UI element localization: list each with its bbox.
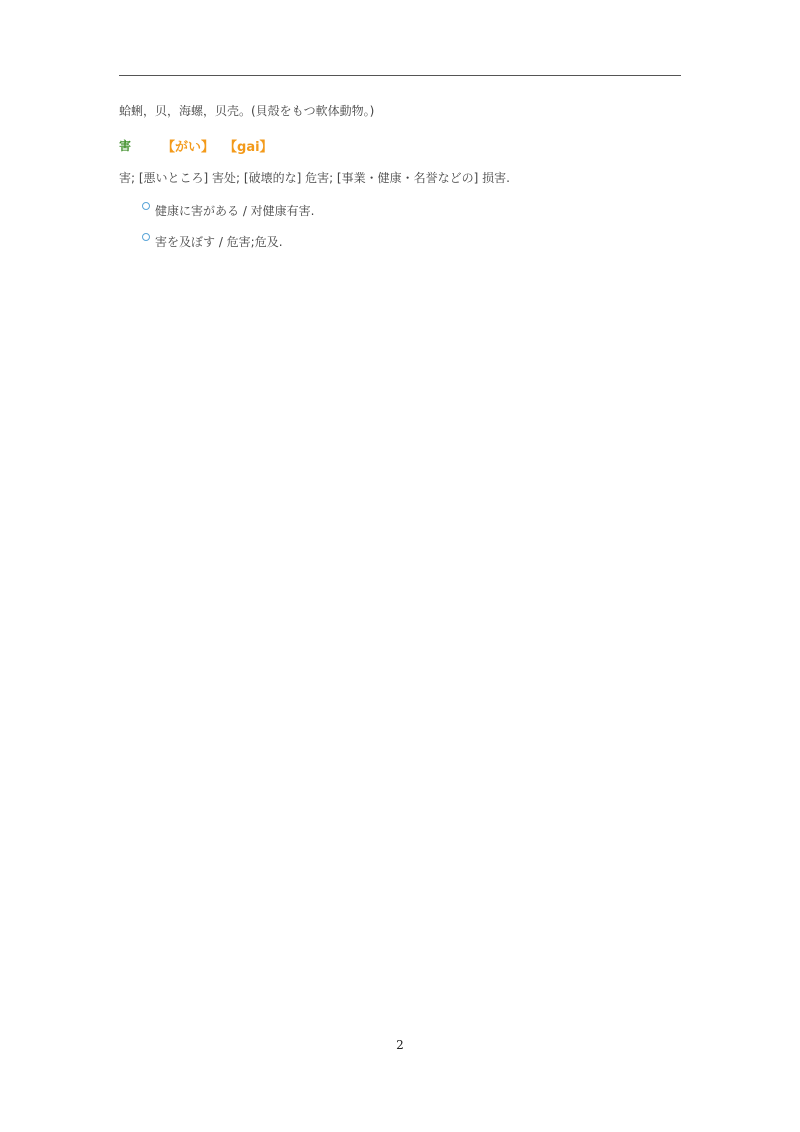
circle-bullet-icon xyxy=(142,202,150,210)
example-item xyxy=(142,201,315,232)
example-item xyxy=(142,232,315,263)
example-text: 害を及ぼす / 危害;危及. xyxy=(155,235,283,249)
header-rule xyxy=(119,75,681,76)
entry-definition: 害; [悪いところ] 害处; [破壊的な] 危害; [事業・健康・名誉などの] 损害. xyxy=(119,171,510,185)
entry-header xyxy=(119,136,273,154)
entry-reading: 【がい】 xyxy=(162,139,215,155)
example-list xyxy=(142,201,315,263)
entry-pinyin: 【gai】 xyxy=(224,139,273,155)
continued-definition-text: 蛤蜊，贝，海螺，贝壳。(貝殻をもつ軟体動物。) xyxy=(119,104,375,118)
entry-headword: 害 xyxy=(119,138,132,153)
page-number: 2 xyxy=(396,1038,404,1052)
circle-bullet-icon xyxy=(142,233,150,241)
example-text: 健康に害がある / 对健康有害. xyxy=(155,204,315,218)
